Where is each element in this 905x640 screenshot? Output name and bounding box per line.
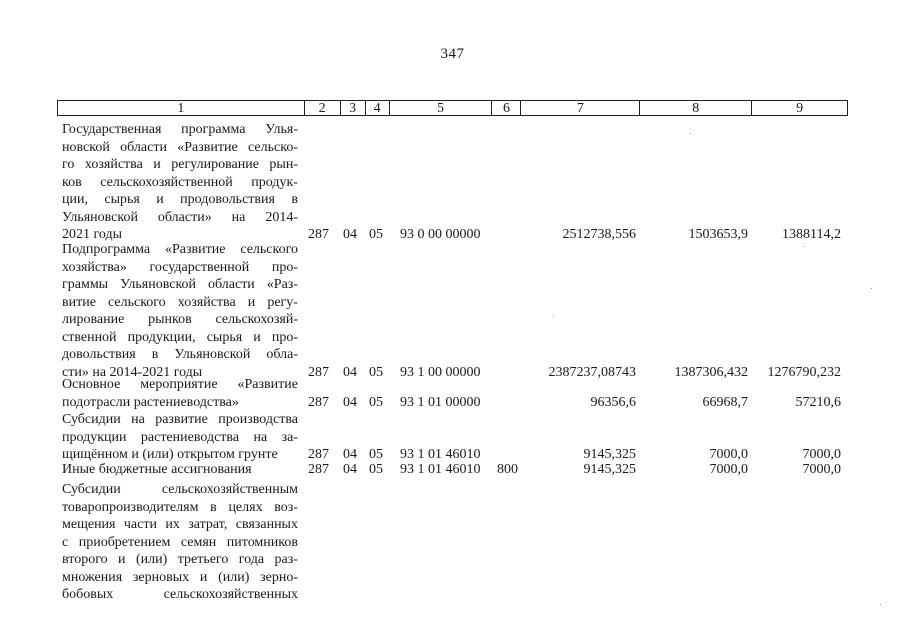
row-name-word: регулирование	[171, 157, 259, 172]
header-col-6: 6	[492, 101, 521, 115]
row-name	[62, 411, 298, 464]
cell-c9: 7000,0	[802, 462, 841, 477]
cell-c4: 05	[369, 394, 383, 410]
row-name-word: ственной	[62, 329, 117, 345]
row-name-word: второго	[62, 552, 108, 567]
row-name-line	[62, 191, 298, 209]
header-col-7: 7	[521, 101, 640, 115]
cell-c7: 2512738,556	[562, 227, 636, 242]
header-col-2: 2	[305, 101, 341, 115]
row-name-word: в	[210, 499, 217, 515]
row-name-word: производства	[218, 412, 298, 427]
cell-c2: 287	[308, 462, 329, 477]
cell-c9: 57210,6	[795, 394, 841, 410]
scan-speck	[880, 604, 881, 605]
row-name-word: «Развитие	[177, 139, 238, 155]
row-name-word: зерновых	[132, 569, 190, 585]
row-name-word: питомников	[226, 534, 298, 550]
row-name-word: области»	[157, 209, 212, 225]
header-col-1: 1	[58, 101, 305, 115]
row-name-line	[62, 156, 298, 174]
cell-c2: 287	[308, 227, 329, 242]
row-name-word: рынков	[148, 312, 192, 327]
row-name-word: ции,	[62, 192, 88, 207]
row-name-word: про-	[271, 259, 298, 275]
scan-speck	[553, 316, 554, 317]
row-name-line	[62, 569, 298, 587]
row-name-word: целях	[228, 499, 263, 515]
row-name-line	[62, 276, 298, 294]
row-name-word: и	[199, 569, 208, 585]
cell-c8: 66968,7	[702, 394, 748, 410]
row-name-line	[62, 139, 298, 157]
row-name	[62, 121, 298, 244]
row-name-line	[62, 516, 298, 534]
row-name-word: новской	[62, 139, 110, 155]
row-name-word: сельского	[108, 294, 166, 310]
row-name-line	[62, 429, 298, 447]
row-name-word: зерно-	[260, 569, 298, 585]
row-name-word: и	[253, 329, 261, 345]
row-name-line	[62, 411, 298, 429]
row-name-word: воз-	[274, 499, 298, 515]
row-name-word: товаропроизводителям	[62, 499, 199, 515]
row-name-word: растениеводства	[140, 429, 240, 445]
row-name-word: продовольствия	[180, 192, 275, 207]
row-name-word: программа	[181, 122, 246, 137]
cell-c7: 96356,6	[590, 394, 636, 410]
row-name-word: «Развитие	[237, 377, 298, 392]
row-name-line	[62, 586, 298, 604]
row-name-word: за-	[281, 429, 298, 445]
row-name-word: рын-	[269, 157, 298, 172]
cell-c3: 04	[343, 447, 357, 462]
cell-c4: 05	[369, 447, 383, 462]
row-name-line	[62, 499, 298, 517]
row-name-word: связанных	[235, 517, 298, 532]
row-name-word: «Раз-	[266, 277, 298, 292]
row-name-word: бобовых	[62, 587, 114, 602]
header-col-8: 8	[640, 101, 752, 115]
cell-c5: 93 1 01 00000	[400, 394, 481, 410]
row-name	[62, 241, 298, 381]
row-name-word: развитие	[155, 412, 208, 427]
row-name-word: государственной	[149, 259, 250, 275]
row-name	[62, 376, 298, 411]
row-name-word: обла-	[266, 347, 298, 362]
row-name-word: Подпрограмма	[62, 242, 151, 257]
row-name-word: на	[231, 209, 246, 225]
row-name-word: и	[118, 552, 126, 567]
row-name	[62, 481, 298, 604]
row-name-word: (или)	[135, 552, 168, 567]
row-name-line	[62, 346, 298, 364]
cell-c2: 287	[308, 394, 329, 410]
row-name-word: граммы	[62, 277, 109, 292]
row-name-word: (или)	[218, 569, 250, 585]
cell-c7: 9145,325	[583, 462, 636, 477]
cell-c2: 287	[308, 447, 329, 462]
row-name-word: подотрасли растениеводства»	[62, 394, 239, 410]
row-name-line	[62, 174, 298, 192]
row-name-word: множения	[62, 569, 123, 585]
cell-c4: 05	[369, 227, 383, 242]
row-name-word: семян	[180, 534, 217, 550]
row-name-word: сельскохозяйственным	[161, 482, 298, 497]
cell-c7: 9145,325	[583, 447, 636, 462]
row-name-word: сельскохозяй-	[215, 312, 298, 327]
cell-c8: 1387306,432	[674, 364, 748, 380]
cell-c5: 93 1 01 46010	[400, 462, 481, 477]
row-name-word: про-	[271, 329, 298, 345]
row-name-word: мещения	[62, 517, 116, 532]
cell-c3: 04	[343, 227, 357, 242]
row-name-word: регу-	[267, 294, 298, 310]
cell-c6: 800	[497, 462, 518, 477]
row-name-word: «Развитие	[164, 242, 226, 257]
row-name-line	[62, 376, 298, 394]
row-name-line	[62, 534, 298, 552]
scan-speck	[871, 288, 872, 289]
row-name-word: ков	[62, 174, 82, 190]
row-name-word: витие	[62, 294, 96, 310]
header-col-4: 4	[366, 101, 390, 115]
row-name-word: хозяйства	[177, 294, 236, 310]
row-name-word: щищённом и (или) открытом грунте	[62, 447, 278, 462]
row-name-line	[62, 551, 298, 569]
row-name-word: в	[291, 192, 298, 207]
row-name-word: довольствия	[62, 347, 136, 362]
cell-c9: 1276790,232	[767, 364, 841, 380]
row-name-word: части	[123, 517, 157, 532]
row-name-word: сельскохозяйственной	[100, 174, 233, 190]
scan-speck	[803, 246, 804, 247]
table-header-row	[57, 100, 848, 116]
cell-c4: 05	[369, 364, 383, 380]
row-name-line	[62, 294, 298, 312]
header-col-5: 5	[390, 101, 493, 115]
cell-c5: 93 1 00 00000	[400, 364, 481, 380]
row-name-word: Иные бюджетные ассигнования	[62, 462, 252, 477]
cell-c9: 7000,0	[802, 447, 841, 462]
row-name-word: и	[156, 192, 164, 207]
row-name-word: продукции,	[127, 329, 196, 345]
cell-c5: 93 1 01 46010	[400, 447, 481, 462]
row-name-word: сельско-	[248, 139, 298, 155]
row-name-line	[62, 311, 298, 329]
row-name-line	[62, 481, 298, 499]
row-name-word: сырья	[206, 329, 243, 345]
cell-c7: 2387237,08743	[548, 364, 636, 380]
row-name-word: Основное	[62, 377, 121, 392]
row-name-word: и	[247, 294, 256, 310]
row-name-word: на	[253, 429, 268, 445]
row-name-word: года	[238, 552, 265, 567]
row-name-word: с	[62, 534, 69, 550]
row-name-word: продукции	[62, 429, 127, 445]
page-number: 347	[440, 46, 465, 62]
row-name-word: раз-	[274, 552, 298, 567]
row-name-word: сырья	[104, 192, 140, 207]
row-name-word: Ульяновской	[120, 277, 197, 292]
row-name-word: области	[208, 277, 255, 292]
row-name-line	[62, 329, 298, 347]
row-name-word: на	[131, 412, 145, 427]
row-name-word: 2014-	[265, 209, 298, 225]
scan-speck	[690, 133, 691, 134]
row-name-word: в	[151, 347, 159, 362]
row-name-word: их	[165, 517, 180, 532]
row-name-word: мероприятие	[140, 377, 218, 392]
cell-c3: 04	[343, 364, 357, 380]
cell-c2: 287	[308, 364, 329, 380]
row-name-word: сельскохозяйственных	[163, 587, 298, 602]
row-name-word: затрат,	[188, 517, 228, 532]
row-name-word: сельского	[240, 242, 298, 257]
row-name-word: продук-	[251, 174, 298, 190]
header-col-3: 3	[341, 101, 366, 115]
row-name-word: Ульяновской	[174, 347, 251, 362]
row-name-word: 2021 годы	[62, 227, 123, 242]
row-name-word: Субсидии	[62, 412, 121, 427]
row-name-word: и	[153, 157, 161, 172]
row-name-line	[62, 121, 298, 139]
row-name-word: лирование	[62, 312, 125, 327]
row-name-word: приобретением	[78, 534, 171, 550]
row-name-word: Субсидии	[62, 482, 121, 497]
row-name-line	[62, 461, 298, 479]
cell-c8: 1503653,9	[688, 227, 748, 242]
row-name-line	[62, 394, 298, 412]
cell-c5: 93 0 00 00000	[400, 227, 481, 242]
row-name-line	[62, 259, 298, 277]
row-name-line	[62, 209, 298, 227]
cell-c4: 05	[369, 462, 383, 477]
row-name-word: области	[120, 139, 167, 155]
row-name-word: хозяйства»	[62, 259, 127, 275]
row-name-line	[62, 241, 298, 259]
row-name-word: третьего	[177, 552, 229, 567]
cell-c9: 1388114,2	[782, 227, 841, 242]
row-name-word: сти» на 2014-2021 годы	[62, 364, 203, 380]
cell-c3: 04	[343, 394, 357, 410]
row-name	[62, 461, 298, 479]
cell-c8: 7000,0	[709, 447, 748, 462]
cell-c3: 04	[343, 462, 357, 477]
header-col-9: 9	[752, 101, 848, 115]
cell-c8: 7000,0	[709, 462, 748, 477]
row-name-word: хозяйства	[84, 157, 143, 172]
row-name-word: Ульяновской	[62, 209, 138, 225]
row-name-word: Государственная	[62, 122, 162, 137]
row-name-word: Улья-	[265, 122, 298, 137]
row-name-word: го	[62, 157, 75, 172]
